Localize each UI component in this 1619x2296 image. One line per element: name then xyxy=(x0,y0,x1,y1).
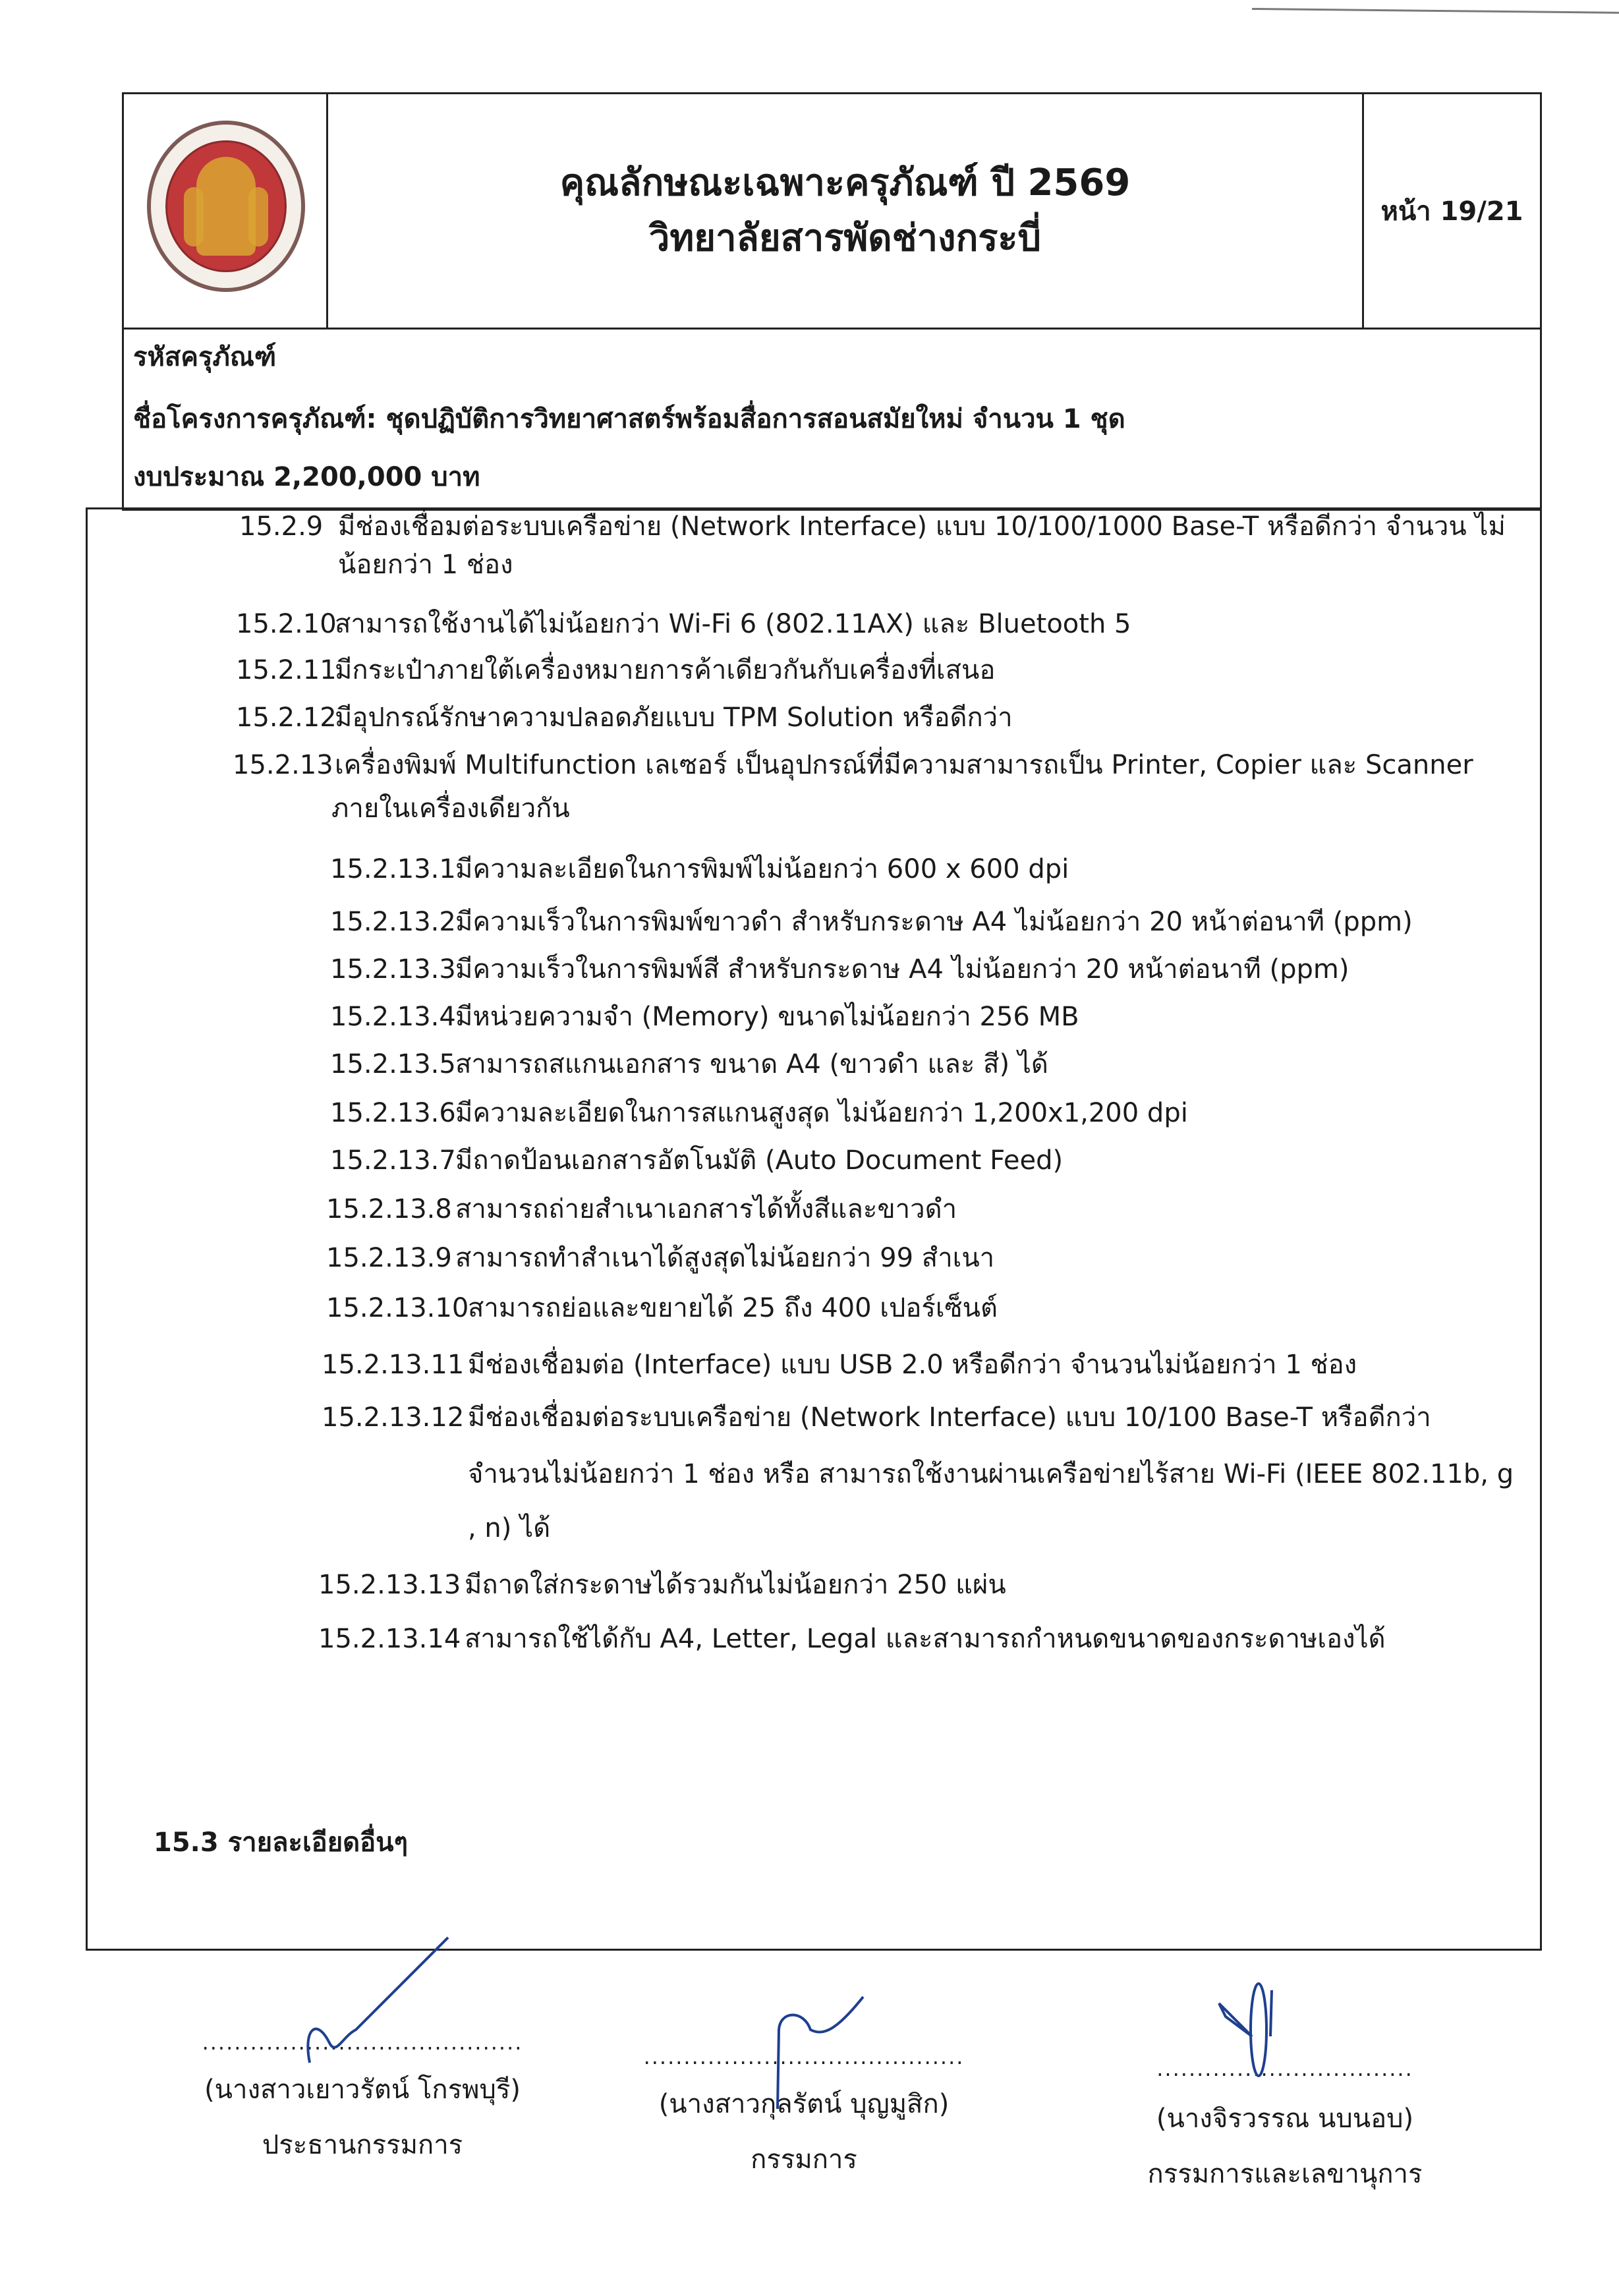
signature-line: ........................................ xyxy=(643,2044,965,2069)
spec-item: 15.2.11มีกระเป๋าภายใต้เครื่องหมายการค้าเดียวกันกับเครื่องที่เสนอ xyxy=(236,655,996,685)
signature-line: ................................ xyxy=(1156,2056,1413,2081)
spec-subitem-continuation: จำนวนไม่น้อยกว่า 1 ช่อง หรือ สามารถใช้งานผ่านเครือข่ายไร้สาย Wi-Fi (IEEE 802.11b, g xyxy=(468,1459,1514,1489)
logo-cell xyxy=(124,94,328,328)
document-title xyxy=(328,94,1362,328)
spec-subitem: 15.2.13.8 สามารถถ่ายสำเนาเอกสารได้ทั้งสีและขาวดำ xyxy=(326,1194,957,1224)
signer-role: ประธานกรรมการ xyxy=(262,2130,463,2160)
spec-item-continuation: ภายในเครื่องเดียวกัน xyxy=(331,793,570,824)
spec-subitem: 15.2.13.7มีถาดป้อนเอกสารอัตโนมัติ (Auto Document Feed) xyxy=(330,1145,1064,1176)
scan-edge-line xyxy=(1252,8,1619,14)
signer-name: (นางสาวเยาวรัตน์ โกรพบุรี) xyxy=(204,2075,521,2105)
spec-subitem: 15.2.13.13 มีถาดใส่กระดาษได้รวมกันไม่น้อยกว่า 250 แผ่น xyxy=(318,1570,1006,1600)
signer-role: กรรมการ xyxy=(751,2144,857,2175)
budget: งบประมาณ 2,200,000 บาท xyxy=(133,462,480,492)
spec-subitem-continuation: , n) ได้ xyxy=(468,1513,551,1543)
spec-subitem: 15.2.13.2มีความเร็วในการพิมพ์ขาวดำ สำหรับกระดาษ A4 ไม่น้อยกว่า 20 หน้าต่อนาที (ppm) xyxy=(330,907,1413,937)
spec-item: 15.2.9 มีช่องเชื่อมต่อระบบเครือข่าย (Network Interface) แบบ 10/100/1000 Base-T หรือดีกว่า จำนวน ไม่ xyxy=(239,511,1506,542)
handwritten-signature-icon xyxy=(1206,1964,1311,2096)
section-15-3-heading: 15.3 รายละเอียดอื่นๆ xyxy=(154,1827,408,1858)
signature-block-chair xyxy=(178,1977,547,2166)
spec-subitem: 15.2.13.9 สามารถทำสำเนาได้สูงสุดไม่น้อยกว่า 99 สำเนา xyxy=(326,1243,995,1273)
spec-subitem: 15.2.13.4มีหน่วยความจำ (Memory) ขนาดไม่น้อยกว่า 256 MB xyxy=(330,1002,1079,1032)
spec-subitem: 15.2.13.12 มีช่องเชื่อมต่อระบบเครือข่าย (Network Interface) แบบ 10/100 Base-T หรือดีกว่า xyxy=(322,1402,1431,1433)
spec-subitem: 15.2.13.6มีความละเอียดในการสแกนสูงสุด ไม่น้อยกว่า 1,200x1,200 dpi xyxy=(330,1098,1188,1128)
document-header xyxy=(122,92,1542,330)
spec-item-continuation: น้อยกว่า 1 ช่อง xyxy=(338,550,513,580)
spec-item: 15.2.13เครื่องพิมพ์ Multifunction เลเซอร์ เป็นอุปกรณ์ที่มีความสามารถเป็น Printer, Copier และ Scanner xyxy=(233,750,1473,780)
page-number: หน้า 19/21 xyxy=(1362,94,1540,328)
handwritten-signature-icon xyxy=(764,1990,896,2122)
signer-name: (นางสาวกุลรัตน์ บุญมูสิก) xyxy=(658,2089,950,2119)
spec-subitem: 15.2.13.5สามารถสแกนเอกสาร ขนาด A4 (ขาวดำ และ สี) ได้ xyxy=(330,1049,1048,1079)
title-line-1: คุณลักษณะเฉพาะครุภัณฑ์ ปี 2569 xyxy=(559,161,1131,204)
project-name: ชื่อโครงการครุภัณฑ์: ชุดปฏิบัติการวิทยาศาสตร์พร้อมสื่อการสอนสมัยใหม่ จำนวน 1 ชุด xyxy=(133,404,1125,434)
spec-subitem: 15.2.13.14 สามารถใช้ได้กับ A4, Letter, Legal และสามารถกำหนดขนาดของกระดาษเองได้ xyxy=(318,1624,1386,1654)
spec-item: 15.2.12มีอุปกรณ์รักษาความปลอดภัยแบบ TPM Solution หรือดีกว่า xyxy=(236,703,1013,733)
spec-subitem: 15.2.13.3มีความเร็วในการพิมพ์สี สำหรับกระดาษ A4 ไม่น้อยกว่า 20 หน้าต่อนาที (ppm) xyxy=(330,954,1349,985)
handwritten-signature-icon xyxy=(297,1931,468,2076)
signature-block-member xyxy=(633,1997,975,2180)
signer-name: (นางจิรวรรณ นบนอบ) xyxy=(1156,2104,1414,2134)
project-info xyxy=(122,326,1542,511)
signer-role: กรรมการและเลขานุการ xyxy=(1147,2159,1423,2189)
spec-subitem: 15.2.13.11 มีช่องเชื่อมต่อ (Interface) แบบ USB 2.0 หรือดีกว่า จำนวนไม่น้อยกว่า 1 ช่อง xyxy=(322,1350,1357,1380)
spec-subitem: 15.2.13.10สามารถย่อและขยายได้ 25 ถึง 400 เปอร์เซ็นต์ xyxy=(326,1293,998,1323)
asset-code-label: รหัสครุภัณฑ์ xyxy=(133,342,277,372)
vocational-commission-seal-icon xyxy=(147,121,305,292)
signature-line: ........................................ xyxy=(202,2030,523,2055)
spec-item: 15.2.10สามารถใช้งานได้ไม่น้อยกว่า Wi-Fi 6 (802.11AX) และ Bluetooth 5 xyxy=(236,609,1131,639)
spec-body xyxy=(86,507,1542,1951)
spec-subitem: 15.2.13.1มีความละเอียดในการพิมพ์ไม่น้อยกว่า 600 x 600 dpi xyxy=(330,854,1069,884)
title-line-2: วิทยาลัยสารพัดช่างกระบี่ xyxy=(648,217,1042,260)
signature-block-secretary xyxy=(1107,2017,1463,2195)
